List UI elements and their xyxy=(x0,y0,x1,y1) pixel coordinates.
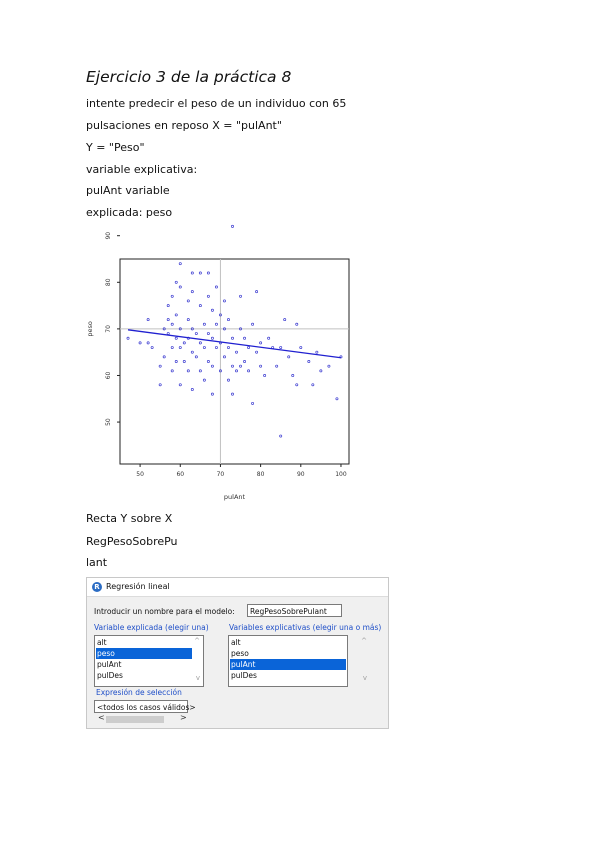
explained-item-pulant[interactable]: pulAnt xyxy=(97,660,122,669)
selection-expression-input[interactable]: <todos los casos válidos> xyxy=(94,700,188,713)
scrollbar-thumb[interactable] xyxy=(106,716,164,723)
scroll-right-arrow-icon[interactable]: > xyxy=(180,713,187,722)
scroll-left-arrow-icon[interactable]: < xyxy=(98,713,105,722)
paragraph-9: lant xyxy=(86,556,108,569)
data-point xyxy=(231,225,233,227)
horizontal-scrollbar[interactable] xyxy=(94,715,188,724)
x-axis-label: pulAnt xyxy=(223,493,246,501)
explained-variable-list[interactable] xyxy=(94,635,204,687)
scroll-down-arrow-icon[interactable]: v xyxy=(195,674,200,682)
scroll-up-arrow-icon[interactable]: ^ xyxy=(361,637,367,645)
paragraph-1: intente predecir el peso de un individuo con 65 xyxy=(86,97,347,110)
explained-variable-label: Variable explicada (elegir una) xyxy=(94,623,209,632)
explanatory-variables-list[interactable] xyxy=(228,635,367,687)
r-logo-icon: R xyxy=(92,582,102,592)
y-tick-label: 50 xyxy=(105,418,112,426)
model-name-label: Introducir un nombre para el modelo: xyxy=(94,607,235,616)
plot-frame xyxy=(120,259,349,464)
regression-dialog xyxy=(86,577,389,729)
scatter-plot xyxy=(84,231,354,502)
paragraph-5: pulAnt variable xyxy=(86,184,170,197)
x-tick-label: 100 xyxy=(335,471,347,478)
explained-item-alt[interactable]: alt xyxy=(97,638,107,647)
x-tick-label: 90 xyxy=(296,471,305,478)
explanatory-item-pulant[interactable]: pulAnt xyxy=(230,659,346,670)
paragraph-4: variable explicativa: xyxy=(86,163,198,176)
dialog-titlebar[interactable] xyxy=(87,578,388,597)
y-tick-label: 90 xyxy=(105,231,112,240)
explanatory-item-peso[interactable]: peso xyxy=(231,649,249,658)
x-tick-label: 60 xyxy=(176,471,185,478)
x-tick-label: 50 xyxy=(136,471,144,478)
y-tick-label: 80 xyxy=(105,278,112,287)
scroll-up-arrow-icon[interactable]: ^ xyxy=(194,637,200,645)
paragraph-7: Recta Y sobre X xyxy=(86,512,173,525)
paragraph-3: Y = "Peso" xyxy=(86,141,145,154)
y-axis-label: peso xyxy=(86,321,94,337)
dialog-title: Regresión lineal xyxy=(106,582,170,591)
y-tick-label: 60 xyxy=(105,371,112,380)
paragraph-8: RegPesoSobrePu xyxy=(86,535,178,548)
scroll-down-arrow-icon[interactable]: v xyxy=(362,674,367,682)
explanatory-variables-label: Variables explicativas (elegir una o más) xyxy=(229,623,382,632)
explanatory-item-alt[interactable]: alt xyxy=(231,638,241,647)
x-tick-label: 70 xyxy=(216,471,225,478)
model-name-input[interactable]: RegPesoSobrePulant xyxy=(247,604,342,617)
paragraph-6: explicada: peso xyxy=(86,206,173,219)
explanatory-item-puldes[interactable]: pulDes xyxy=(231,671,257,680)
x-tick-label: 80 xyxy=(256,471,265,478)
selection-expression-label: Expresión de selección xyxy=(96,688,182,697)
paragraph-2: pulsaciones en reposo X = "pulAnt" xyxy=(86,119,282,132)
document-title: Ejercicio 3 de la práctica 8 xyxy=(86,68,292,86)
explained-item-peso[interactable]: peso xyxy=(96,648,192,659)
y-tick-label: 70 xyxy=(105,325,112,333)
explained-item-puldes[interactable]: pulDes xyxy=(97,671,123,680)
